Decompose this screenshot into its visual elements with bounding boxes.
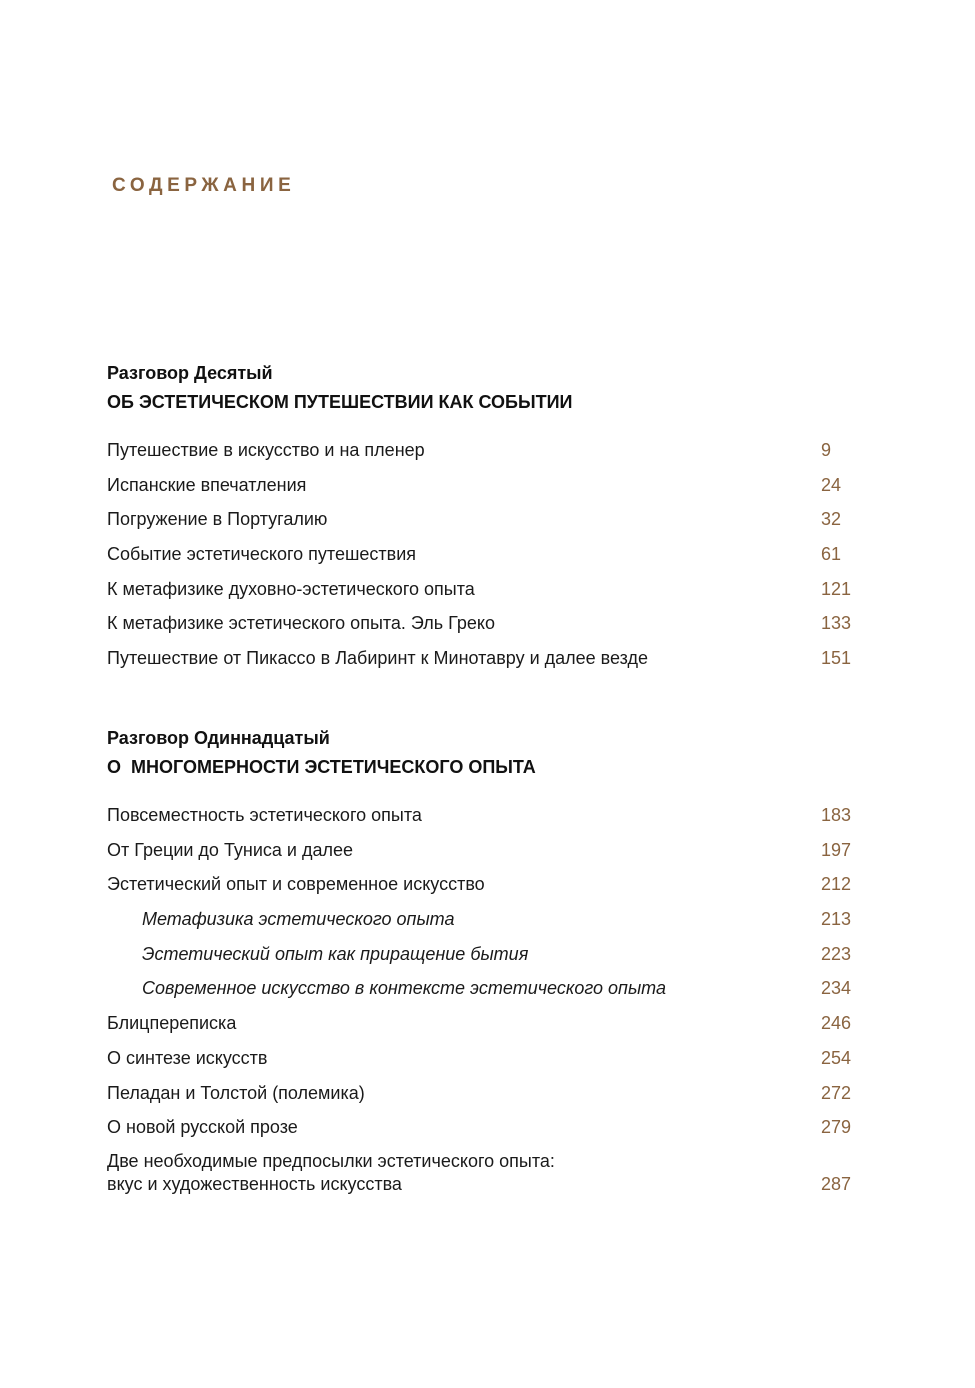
toc-entry-title: Эстетический опыт и современное искусство <box>107 874 485 895</box>
toc-entry-page: 32 <box>821 509 842 530</box>
toc-entry[interactable] <box>107 504 852 539</box>
toc-entry[interactable] <box>107 835 852 870</box>
toc-entry-page: 9 <box>821 440 832 460</box>
page-title: СОДЕРЖАНИЕ <box>112 175 296 196</box>
toc-entry-title: Испанские впечатления <box>107 474 307 495</box>
toc-entry-title-line: Две необходимые предпосылки эстетического опыта: <box>107 1150 555 1171</box>
toc-entry-title: Погружение в Португалию <box>107 509 328 530</box>
toc-entry-list <box>107 435 852 678</box>
toc-entry-title-line: вкус и художественность искусства <box>107 1173 402 1194</box>
toc-entry-title: К метафизике духовно-эстетического опыта <box>107 578 475 599</box>
toc-entry-title: Метафизика эстетического опыта <box>142 909 455 930</box>
toc-entry-title <box>107 1150 555 1196</box>
toc-entry[interactable] <box>107 800 852 835</box>
toc-entry-page: 212 <box>821 874 852 895</box>
toc-entry[interactable] <box>107 643 852 678</box>
toc-entry[interactable] <box>107 574 852 609</box>
toc-entry-title: Современное искусство в контексте эстетического опыта <box>142 978 666 999</box>
toc-entry-page: 246 <box>821 1013 852 1034</box>
toc-entry-page: 183 <box>821 805 852 825</box>
toc-entry[interactable] <box>107 539 852 574</box>
section-label: Разговор Десятый <box>107 363 273 383</box>
toc-section-eleventh <box>107 724 852 1205</box>
toc-entry-title: Повсеместность эстетического опыта <box>107 805 422 825</box>
toc-entry[interactable] <box>107 435 852 470</box>
toc-entry-page: 279 <box>821 1117 852 1138</box>
toc-entry[interactable] <box>107 869 852 904</box>
toc-entry-title: Эстетический опыт как приращение бытия <box>142 943 529 964</box>
toc-entry[interactable] <box>107 1112 852 1147</box>
toc-entry[interactable] <box>107 1147 852 1205</box>
toc-entry-page: 121 <box>821 578 852 599</box>
toc-entry-page: 254 <box>821 1047 852 1068</box>
toc-entry-page: 272 <box>821 1082 852 1103</box>
toc-entry-title: От Греции до Туниса и далее <box>107 839 354 860</box>
toc-entry-title: Путешествие в искусство и на пленер <box>107 440 425 460</box>
toc-entry-page: 151 <box>821 648 852 669</box>
section-label: Разговор Одиннадцатый <box>107 728 330 748</box>
toc-entry-page: 197 <box>821 839 852 860</box>
toc-entry[interactable] <box>107 470 852 505</box>
toc-entry[interactable] <box>107 1008 852 1043</box>
toc-entry[interactable] <box>107 1043 852 1078</box>
toc-entry-page: 24 <box>821 474 842 495</box>
toc-entry-title: Событие эстетического путешествия <box>107 544 417 565</box>
toc-entry-title: Путешествие от Пикассо в Лабиринт к Минотавру и далее везде <box>107 648 649 669</box>
toc-subentry[interactable] <box>107 904 852 939</box>
section-heading: О МНОГОМЕРНОСТИ ЭСТЕТИЧЕСКОГО ОПЫТА <box>107 757 536 777</box>
toc-subentry[interactable] <box>107 939 852 974</box>
toc-entry-page: 133 <box>821 613 852 634</box>
toc-entry-title: К метафизике эстетического опыта. Эль Греко <box>107 613 496 634</box>
toc-entry-page: 287 <box>821 1173 852 1194</box>
toc-subentry[interactable] <box>107 973 852 1008</box>
section-heading: ОБ ЭСТЕТИЧЕСКОМ ПУТЕШЕСТВИИ КАК СОБЫТИИ <box>107 392 573 412</box>
toc-entry[interactable] <box>107 1078 852 1113</box>
toc-entry-title: Пеладан и Толстой (полемика) <box>107 1082 365 1103</box>
toc-entry-title: О новой русской прозе <box>107 1117 298 1138</box>
toc-entry-page: 223 <box>821 943 852 964</box>
toc-entry-page: 234 <box>821 978 852 999</box>
toc-entry-list <box>107 800 852 1205</box>
toc-entry-page: 61 <box>821 544 842 565</box>
toc-entry-page: 213 <box>821 909 852 930</box>
toc-entry-title: О синтезе искусств <box>107 1047 268 1068</box>
toc-section-tenth <box>107 359 852 678</box>
toc-entry[interactable] <box>107 608 852 643</box>
toc-entry-title: Блицпереписка <box>107 1013 237 1034</box>
